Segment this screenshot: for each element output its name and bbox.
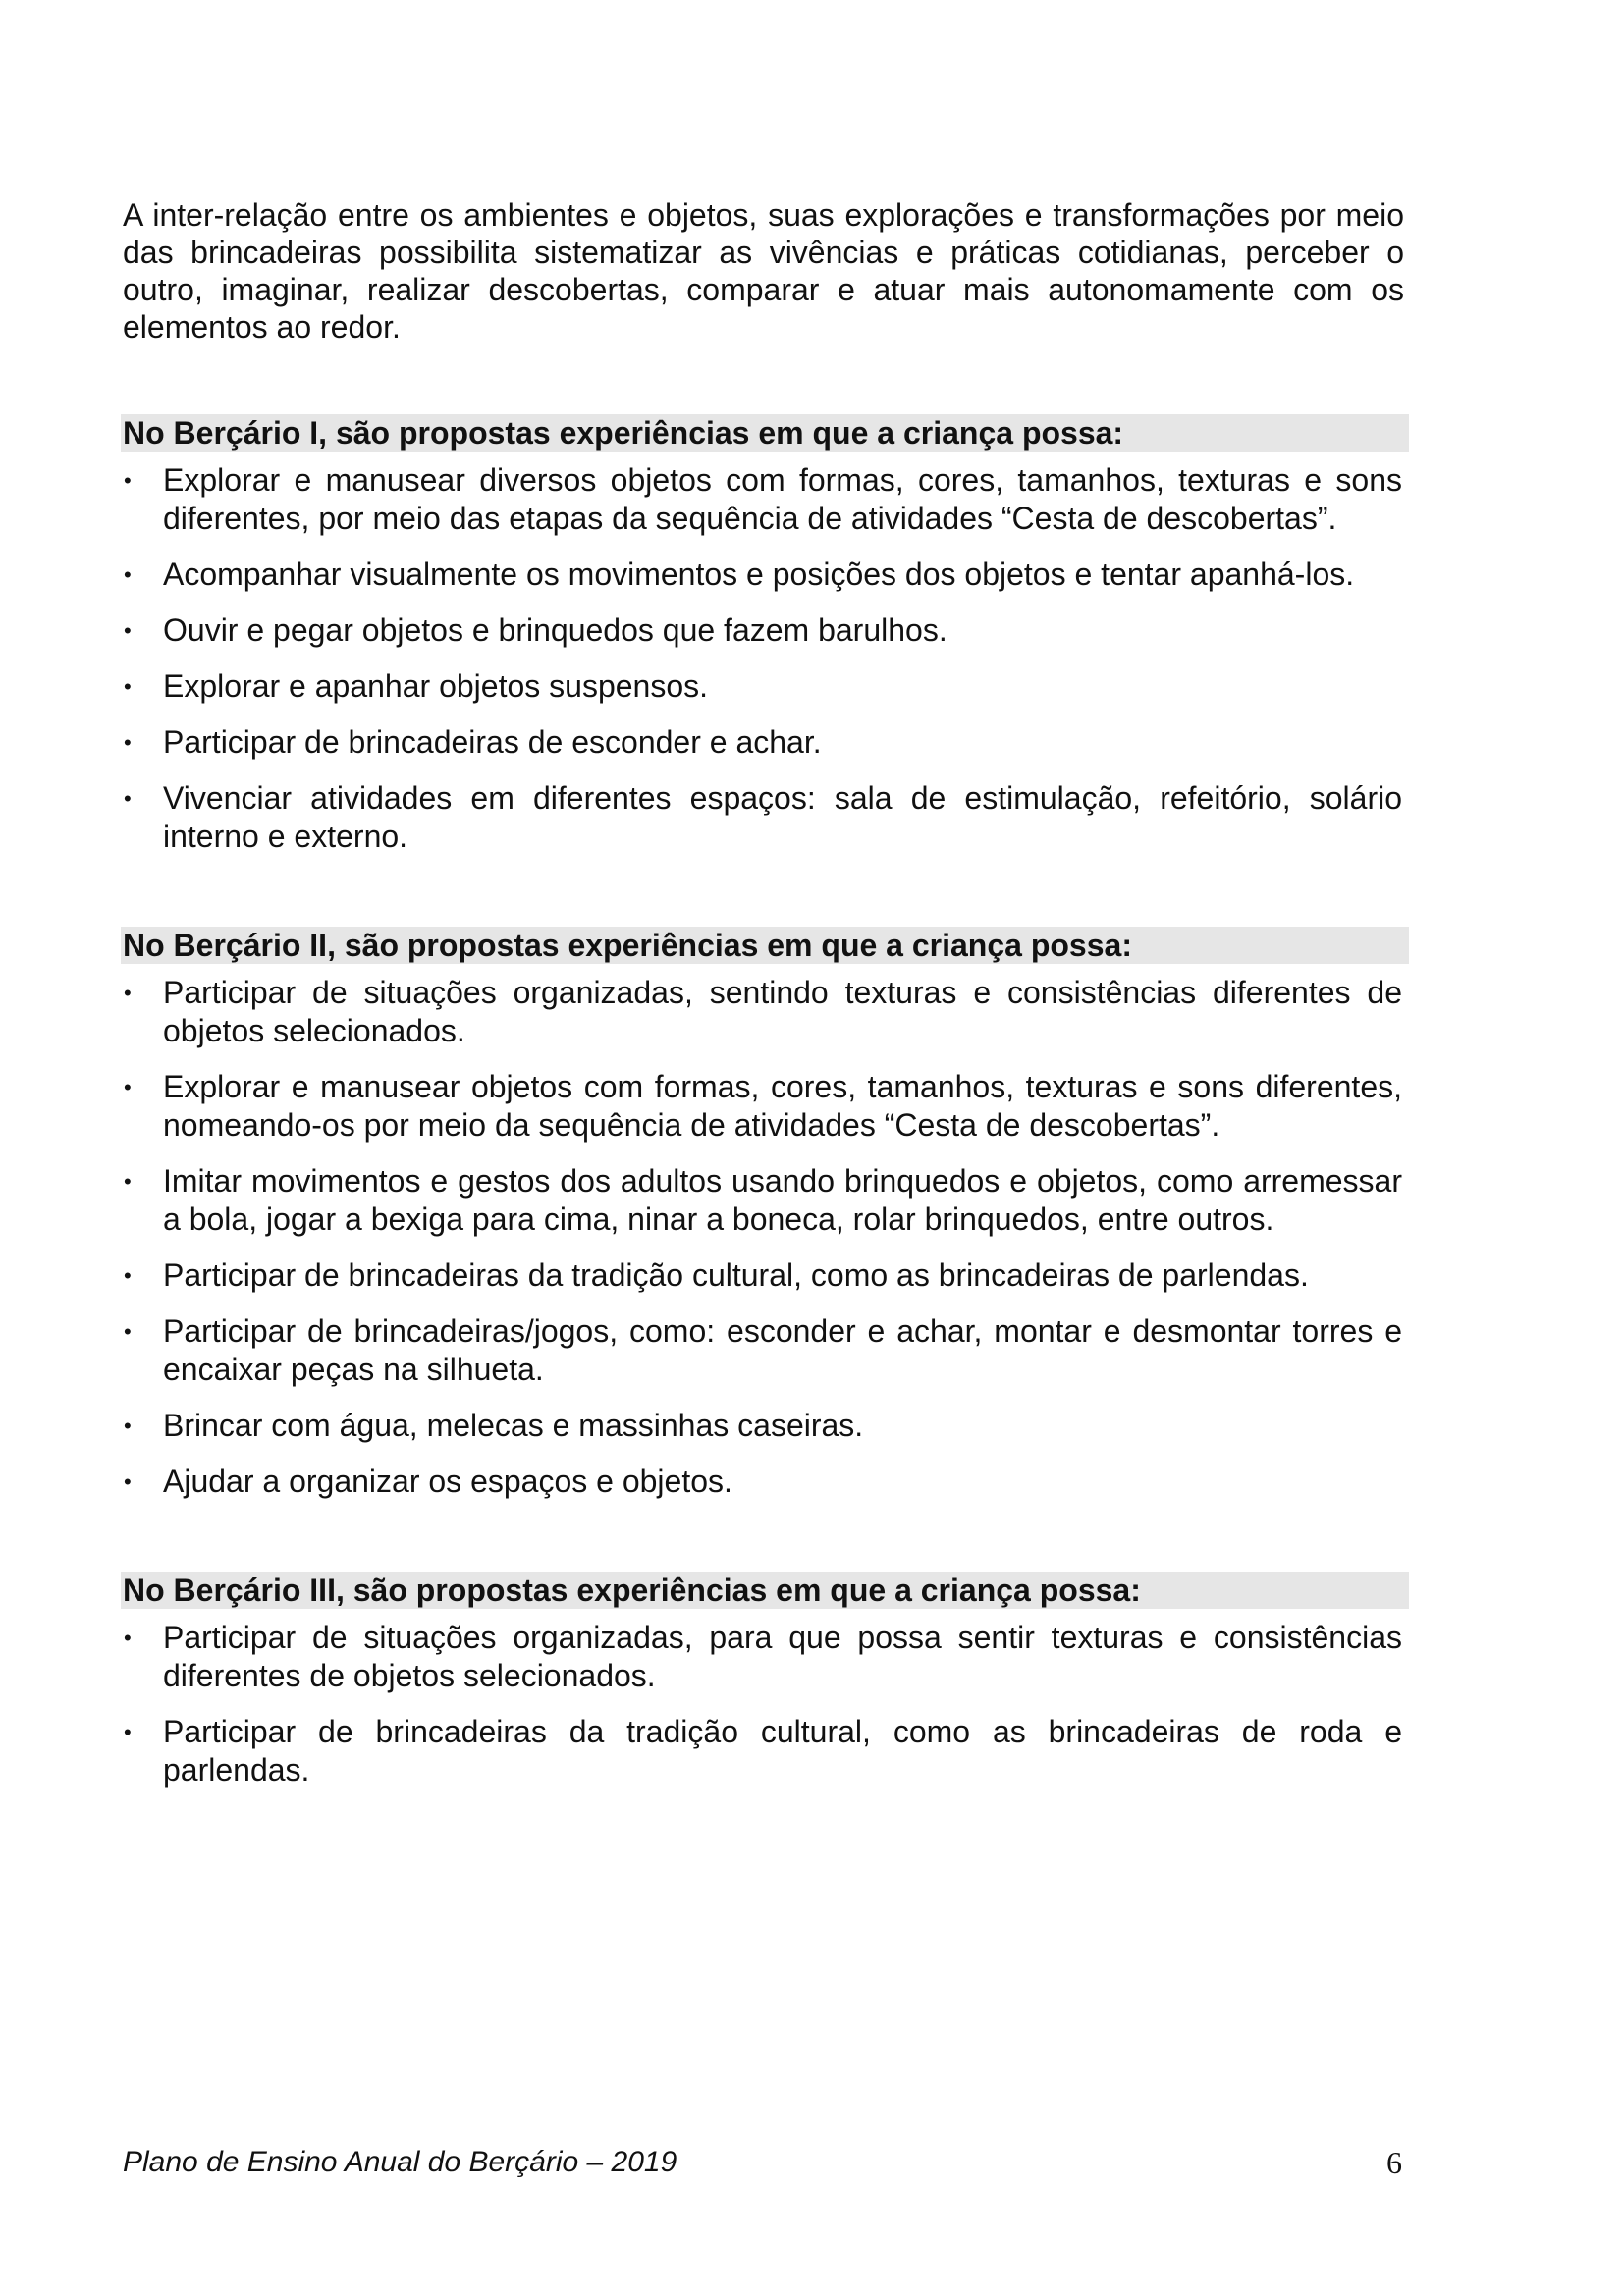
bullet-list — [123, 461, 1404, 856]
list-item-text: Explorar e manusear diversos objetos com formas, cores, tamanhos, texturas e sons diferentes, por meio das etapas da sequência de atividades “Cesta de descobertas”. — [163, 462, 1402, 536]
list-item-text: Participar de brincadeiras da tradição cultural, como as brincadeiras de roda e parlendas. — [163, 1714, 1402, 1788]
list-item-text: Vivenciar atividades em diferentes espaços: sala de estimulação, refeitório, solário interno e externo. — [163, 780, 1402, 854]
intro-paragraph: A inter-relação entre os ambientes e objetos, suas explorações e transformações por meio das brincadeiras possibilita sistematizar as vivências e práticas cotidianas, perceber o outro, imaginar, realizar descobertas, comparar e atuar mais autonomamente com os elementos ao redor. — [123, 197, 1404, 345]
list-item-text: Explorar e apanhar objetos suspensos. — [163, 668, 709, 704]
bullet-icon: • — [124, 674, 132, 699]
bullet-icon: • — [124, 786, 132, 811]
section-heading: No Berçário I, são propostas experiências em que a criança possa: — [121, 414, 1409, 452]
list-item-text: Participar de brincadeiras de esconder e achar. — [163, 724, 822, 760]
bullet-icon: • — [124, 1720, 132, 1744]
list-item — [123, 1312, 1402, 1389]
bullet-icon: • — [124, 1075, 132, 1099]
section-bercario-3 — [123, 1572, 1404, 1789]
bullet-icon: • — [124, 618, 132, 643]
list-item — [123, 1463, 1402, 1501]
list-item — [123, 974, 1402, 1050]
list-item — [123, 779, 1402, 856]
footer-title: Plano de Ensino Anual do Berçário – 2019 — [123, 2146, 677, 2178]
bullet-icon: • — [124, 1414, 132, 1438]
section-heading: No Berçário II, são propostas experiências em que a criança possa: — [121, 927, 1409, 964]
bullet-icon: • — [124, 1263, 132, 1288]
list-item — [123, 556, 1402, 594]
list-item-text: Imitar movimentos e gestos dos adultos usando brinquedos e objetos, como arremessar a bola, jogar a bexiga para cima, ninar a boneca, rolar brinquedos, entre outros. — [163, 1163, 1402, 1237]
bullet-icon: • — [124, 468, 132, 493]
list-item-text: Participar de situações organizadas, para que possa sentir texturas e consistências diferentes de objetos selecionados. — [163, 1620, 1402, 1693]
list-item — [123, 667, 1402, 706]
bullet-icon: • — [124, 1319, 132, 1344]
list-item — [123, 1407, 1402, 1445]
bullet-icon: • — [124, 1469, 132, 1494]
list-item — [123, 1713, 1402, 1789]
bullet-list — [123, 974, 1404, 1501]
list-item-text: Participar de brincadeiras da tradição cultural, como as brincadeiras de parlendas. — [163, 1257, 1309, 1293]
list-item — [123, 1068, 1402, 1145]
list-item — [123, 1256, 1402, 1295]
list-item — [123, 1619, 1402, 1695]
section-heading: No Berçário III, são propostas experiências em que a criança possa: — [121, 1572, 1409, 1609]
list-item-text: Participar de situações organizadas, sentindo texturas e consistências diferentes de objetos selecionados. — [163, 975, 1402, 1048]
page-number: 6 — [1386, 2145, 1402, 2180]
list-item-text: Acompanhar visualmente os movimentos e posições dos objetos e tentar apanhá-los. — [163, 557, 1355, 592]
bullet-icon: • — [124, 730, 132, 755]
bullet-icon: • — [124, 1169, 132, 1194]
bullet-icon: • — [124, 562, 132, 587]
list-item-text: Ajudar a organizar os espaços e objetos. — [163, 1464, 732, 1499]
list-item-text: Participar de brincadeiras/jogos, como: esconder e achar, montar e desmontar torres e encaixar peças na silhueta. — [163, 1313, 1402, 1387]
list-item — [123, 723, 1402, 762]
list-item — [123, 612, 1402, 650]
bullet-icon: • — [124, 1626, 132, 1650]
section-bercario-1 — [123, 414, 1404, 856]
section-bercario-2 — [123, 927, 1404, 1501]
list-item-text: Brincar com água, melecas e massinhas caseiras. — [163, 1408, 864, 1443]
list-item — [123, 1162, 1402, 1239]
bullet-list — [123, 1619, 1404, 1789]
page-content — [123, 196, 1404, 1807]
list-item-text: Ouvir e pegar objetos e brinquedos que fazem barulhos. — [163, 613, 947, 648]
bullet-icon: • — [124, 981, 132, 1005]
list-item-text: Explorar e manusear objetos com formas, cores, tamanhos, texturas e sons diferentes, nomeando-os por meio da sequência de atividades “Cesta de descobertas”. — [163, 1069, 1402, 1143]
list-item — [123, 461, 1402, 538]
